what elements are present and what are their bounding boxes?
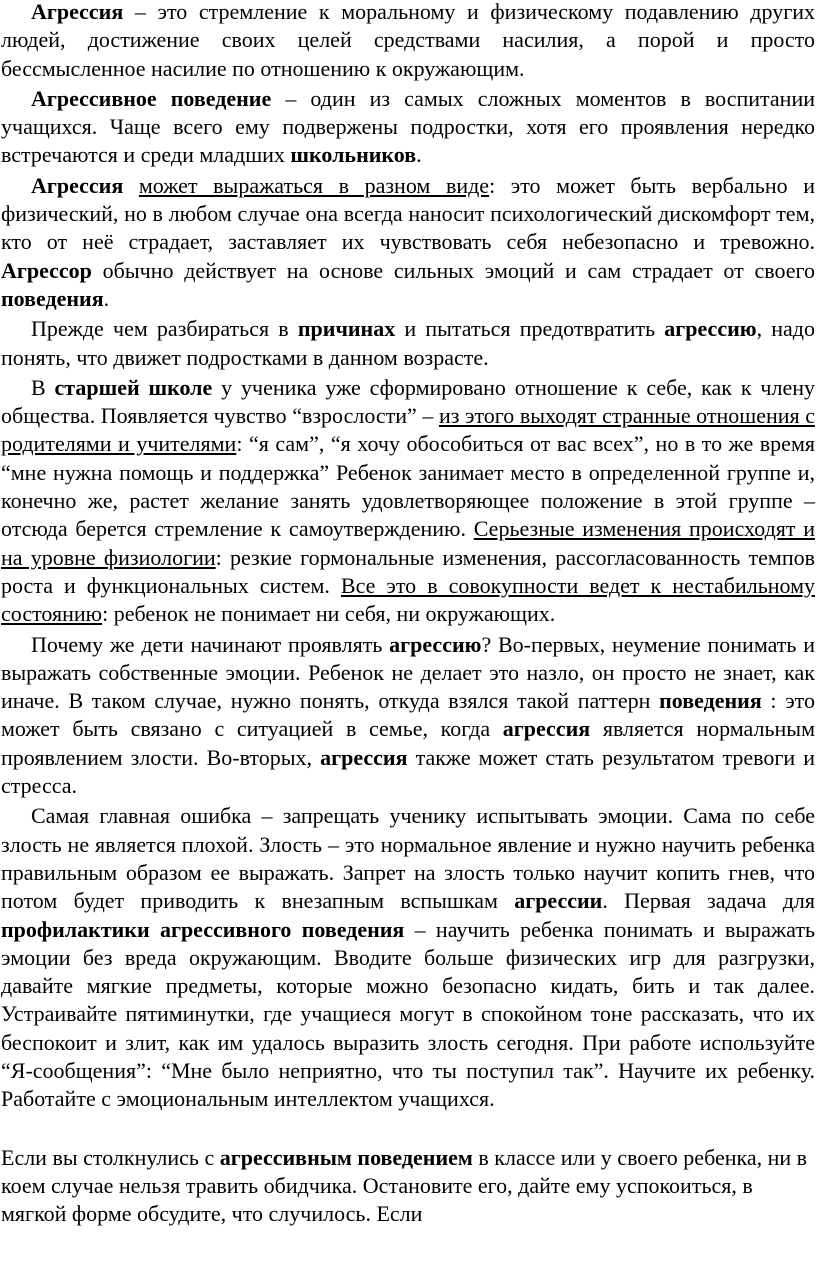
text-run: : это может быть вербально и физический, но в любом случае она всегда наносит психологический дискомфорт тем, кто от неё страдает, заставляет их чувствовать себя небезопасно и тревожно. — [1, 172, 815, 255]
paragraph-why-children — [1, 629, 815, 801]
text-run: : “я сам”, “я хочу обособиться от вас всех”, но в то же время “мне нужна помощь и поддержка” Ребенок занимает место в определенной группе и, конечно же, растет желание занять удовлетворяющее положение в этой группе – отсюда берется стремление к самоутверждению. — [1, 431, 815, 542]
text-run: ? Во-первых, неумение понимать и выражать собственные эмоции. Ребенок не делает это назло, он просто не знает, как иначе. В таком случае, нужно понять, откуда взялся такой паттерн — [1, 631, 815, 714]
bold-term: агрессию — [664, 316, 757, 342]
text-run: Прежде чем разбираться в — [31, 316, 298, 342]
bold-term: агрессии — [514, 888, 603, 914]
bold-term: поведения — [1, 285, 104, 311]
bold-term: Агрессивное поведение — [31, 85, 272, 111]
bold-term: агрессия — [320, 744, 408, 770]
text-run: : резкие гормональные изменения, рассогласованность темпов роста и функциональных систем. — [1, 544, 815, 598]
text-run: также может стать результатом тревоги и стресса. — [1, 744, 815, 799]
bold-term: причинах — [297, 316, 396, 342]
paragraph-understand-causes — [1, 313, 815, 372]
underlined-phrase: Серьезные изменения происходят и на уровне физиологии — [1, 516, 816, 570]
bold-term: агрессия — [502, 716, 591, 742]
underlined-phrase: из этого выходят странные отношения с родителями и учителями — [1, 403, 815, 457]
text-run: . — [103, 285, 110, 311]
text-run: обычно действует на основе сильных эмоций и сам страдает от своего — [91, 257, 815, 283]
bold-term: Агрессор — [1, 257, 92, 283]
text-run: . — [416, 142, 422, 168]
bold-term: старшей школе — [54, 374, 213, 400]
text-run: Самая главная ошибка – запрещать ученику испытывать эмоции. Сама по себе злость не является плохой. Злость – это нормальное явление и нужно научить ребенка правильным образом ее выражать. Запрет на злость только научит копить гнев, что потом будет приводить к внезапным вспышкам — [1, 803, 815, 914]
text-run: – один из самых сложных моментов в воспитании учащихся. Чаще всего ему подвержены подростки, хотя его проявления нередко встречаются и среди младших — [1, 85, 815, 168]
text-run: В — [31, 374, 55, 400]
text-run: : ребенок не понимает ни себя, ни окружающих. — [102, 601, 556, 627]
underlined-phrase: Все это в совокупности ведет к нестабильному состоянию — [1, 572, 816, 627]
paragraph-high-school — [1, 372, 815, 629]
text-run: – это стремление к моральному и физическому подавлению других людей, достижение своих целей средствами насилия, а порой и просто бессмысленное насилие по отношению к окружающим. — [1, 0, 815, 81]
text-run: Если вы столкнулись с — [1, 1144, 220, 1170]
bold-term: агрессивным поведением — [219, 1144, 473, 1170]
bold-term: школьников — [290, 142, 417, 168]
paragraph-gap — [1, 1114, 815, 1142]
text-run: и пытаться предотвратить — [395, 316, 665, 342]
text-run: : это может быть связано с ситуацией в семье, когда — [1, 688, 815, 742]
text-run: . Первая задача для — [602, 888, 815, 914]
paragraph-aggressive-behavior — [1, 83, 815, 170]
underlined-phrase: может выражаться в разном виде — [138, 172, 490, 198]
text-run: Почему же дети начинают проявлять — [31, 631, 390, 657]
paragraph-if-you-encounter — [1, 1142, 815, 1229]
text-run: является нормальным проявлением злости. Во-вторых, — [1, 716, 815, 770]
bold-term: агрессию — [389, 631, 482, 657]
bold-term: поведения — [659, 688, 762, 714]
text-run: – научить ребенка понимать и выражать эмоции без вреда окружающим. Вводите больше физических игр для разгрузки, давайте мягкие предметы, которые можно безопасно кидать, бить и так далее. Устраивайте пятиминутки, где учащиеся могут в спокойном тоне рассказать, что их беспокоит и злит, как им удалось выразить злость сегодня. При работе используйте “Я-сообщения”: “Мне было неприятно, что ты поступил так”. Научите их ребенку. Работайте с эмоциональным интеллектом учащихся. — [1, 916, 815, 1112]
text-run: у ученика уже сформировано отношение к себе, как к члену общества. Появляется чувство “взрослости” – — [1, 374, 815, 429]
paragraph-aggression-definition — [1, 0, 815, 83]
paragraph-forms-of-aggression — [1, 170, 815, 313]
bold-term: Агрессия — [31, 0, 124, 24]
text-run: , надо понять, что движет подростками в данном возрасте. — [1, 316, 815, 370]
paragraph-main-mistake — [1, 800, 815, 1113]
text-run: в классе или у своего ребенка, ни в коем случае нельзя травить обидчика. Остановите его, дайте ему успокоиться, в мягкой форме обсудите, что случилось. Если — [1, 1144, 808, 1227]
text-run — [123, 173, 139, 198]
bold-term: профилактики агрессивного поведения — [1, 916, 405, 942]
bold-term: Агрессия — [31, 172, 124, 198]
